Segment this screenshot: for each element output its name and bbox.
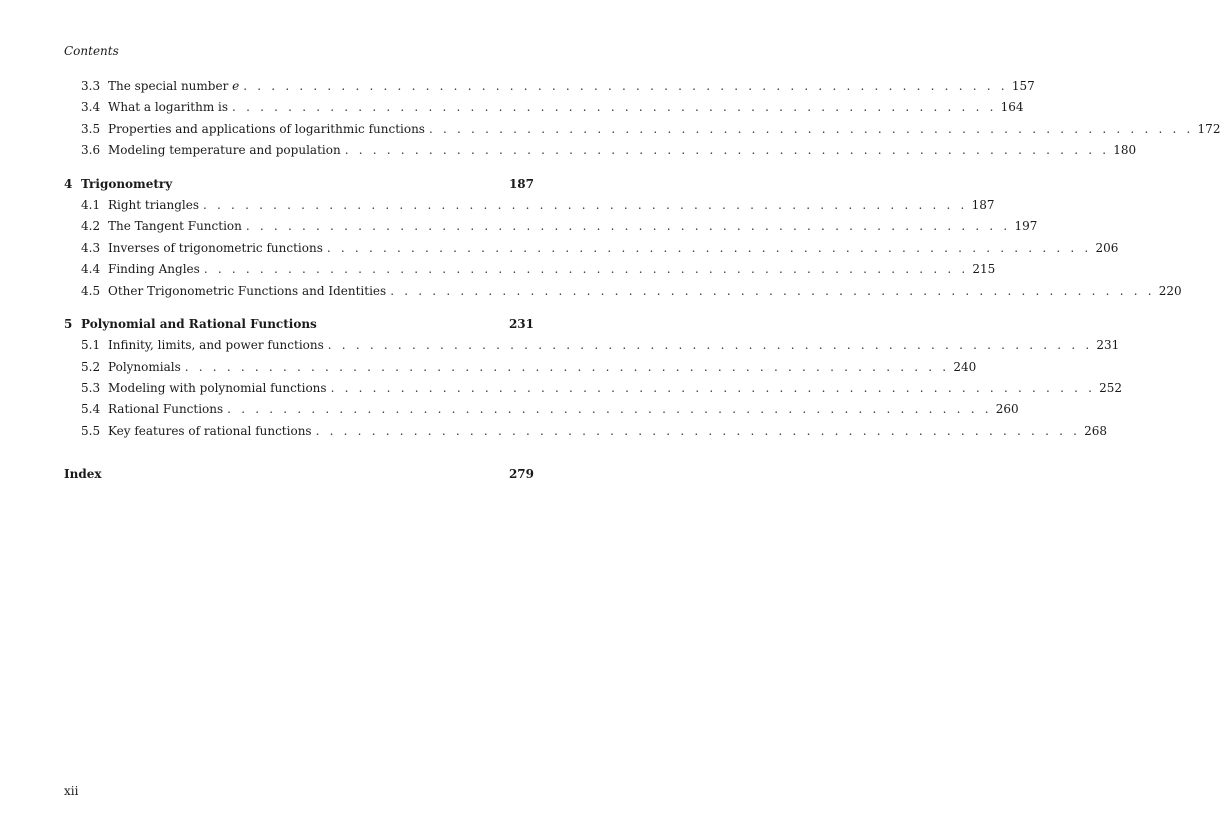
page-number: 197 (1014, 219, 1038, 234)
section-title: Right triangles (108, 197, 199, 212)
section-title: Infinity, limits, and power functions (108, 338, 324, 353)
section-title: Other Trigonometric Functions and Identities (108, 283, 387, 298)
section-number: 4.4 (81, 262, 101, 277)
folio: xii (64, 784, 79, 798)
section-title: Inverses of trigonometric functions (108, 240, 323, 255)
running-header: Contents (64, 44, 119, 58)
section-title: Properties and applications of logarithmic functions (108, 121, 425, 136)
toc-entry-3-5[interactable] (64, 121, 1220, 143)
dot-leader: . . . . . . . . . . . . . . . . . . . . . . . . . . . . . . . . . . . . . . . . . . . . . . . . . . . . . . . (315, 423, 1081, 438)
section-number: 3.6 (81, 143, 101, 158)
dot-leader: . . . . . . . . . . . . . . . . . . . . . . . . . . . . . . . . . . . . . . . . . . . . . . . . . . . . . . . (203, 262, 969, 277)
page-number: 268 (1084, 423, 1108, 438)
dot-leader: . . . . . . . . . . . . . . . . . . . . . . . . . . . . . . . . . . . . . . . . . . . . . . . . . . . . . . . (344, 143, 1110, 158)
toc-entry-4-1[interactable] (64, 197, 995, 219)
page-number: 240 (953, 359, 977, 374)
chapter-number: 5 (64, 316, 73, 331)
section-number: 3.4 (81, 100, 101, 115)
page-number: 279 (508, 467, 534, 482)
dot-leader: . . . . . . . . . . . . . . . . . . . . . . . . . . . . . . . . . . . . . . . . . . . . . . . . . . . . . . . (202, 197, 968, 212)
section-number: 4.5 (81, 283, 101, 298)
section-number: 4.3 (81, 240, 101, 255)
toc-entry-3-3[interactable] (64, 79, 1035, 100)
page-number: 220 (1158, 283, 1182, 298)
page-number: 215 (972, 262, 996, 277)
section-number: 3.3 (81, 79, 101, 93)
page-number: 157 (1011, 79, 1035, 93)
chapter-title: Polynomial and Rational Functions (81, 316, 317, 331)
dot-leader: . . . . . . . . . . . . . . . . . . . . . . . . . . . . . . . . . . . . . . . . . . . . . . . . . . . . . . . (245, 219, 1011, 234)
toc-entry-4-2[interactable] (64, 219, 1038, 240)
toc-entry-3-4[interactable] (64, 100, 1024, 121)
page-number: 172 (1197, 121, 1220, 136)
chapter-title: Trigonometry (81, 176, 173, 191)
dot-leader: . . . . . . . . . . . . . . . . . . . . . . . . . . . . . . . . . . . . . . . . . . . . . . . . . . . . . . . (232, 100, 997, 115)
page-number: 187 (971, 197, 995, 212)
toc-entry-4-3[interactable] (64, 240, 1119, 262)
page-number: 231 (508, 316, 534, 331)
toc-chapter-5[interactable] (64, 317, 534, 338)
section-number: 3.5 (81, 121, 101, 136)
section-number: 5.4 (81, 402, 101, 417)
dot-leader: . . . . . . . . . . . . . . . . . . . . . . . . . . . . . . . . . . . . . . . . . . . . . . . . . . . . . . . (227, 402, 992, 417)
toc-entry-4-4[interactable] (64, 262, 996, 283)
toc-entry-4-5[interactable] (64, 283, 1182, 305)
section-title: Finding Angles (108, 262, 200, 277)
section-number: 5.3 (81, 381, 101, 396)
section-title: Modeling with polynomial functions (108, 381, 327, 396)
page-number: 231 (1096, 338, 1120, 353)
section-title: Rational Functions (108, 402, 224, 417)
section-title: Key features of rational functions (108, 423, 312, 438)
dot-leader: . . . . . . . . . . . . . . . . . . . . . . . . . . . . . . . . . . . . . . . . . . . . . . . . . . . . . . . (184, 359, 950, 374)
toc-entry-5-1[interactable] (64, 338, 1120, 359)
dot-leader: . . . . . . . . . . . . . . . . . . . . . . . . . . . . . . . . . . . . . . . . . . . . . . . . . . . . . . . (327, 338, 1093, 353)
toc-chapter-4[interactable] (64, 177, 534, 198)
page-number: 252 (1099, 381, 1123, 396)
section-title: What a logarithm is (108, 100, 229, 115)
section-title: The special number e (108, 79, 240, 93)
page-number: 206 (1095, 240, 1119, 255)
toc-entry-5-5[interactable] (64, 423, 1108, 445)
section-title: Polynomials (108, 359, 181, 374)
toc-entry-5-4[interactable] (64, 402, 1019, 423)
toc-entry-3-6[interactable] (64, 143, 1137, 164)
section-number: 4.2 (81, 219, 101, 234)
page-number: 164 (1000, 100, 1024, 115)
section-number: 4.1 (81, 197, 101, 212)
toc-entry-5-3[interactable] (64, 381, 1123, 402)
chapter-number: 4 (64, 176, 73, 191)
dot-leader: . . . . . . . . . . . . . . . . . . . . . . . . . . . . . . . . . . . . . . . . . . . . . . . . . . . . . . . (390, 283, 1155, 298)
dot-leader: . . . . . . . . . . . . . . . . . . . . . . . . . . . . . . . . . . . . . . . . . . . . . . . . . . . . . . . (428, 121, 1194, 136)
toc-index[interactable] (64, 467, 534, 488)
section-number: 5.1 (81, 338, 101, 353)
dot-leader: . . . . . . . . . . . . . . . . . . . . . . . . . . . . . . . . . . . . . . . . . . . . . . . . . . . . . . . (330, 381, 1096, 396)
dot-leader: . . . . . . . . . . . . . . . . . . . . . . . . . . . . . . . . . . . . . . . . . . . . . . . . . . . . . . . (326, 240, 1092, 255)
page-number: 180 (1113, 143, 1137, 158)
dot-leader: . . . . . . . . . . . . . . . . . . . . . . . . . . . . . . . . . . . . . . . . . . . . . . . . . . . . . . . (243, 79, 1008, 93)
index-title: Index (64, 467, 102, 482)
page-number: 260 (995, 402, 1019, 417)
section-number: 5.5 (81, 423, 101, 438)
section-title: The Tangent Function (108, 219, 242, 234)
toc-entry-5-2[interactable] (64, 359, 977, 381)
table-of-contents (64, 79, 1220, 489)
section-title: Modeling temperature and population (108, 143, 341, 158)
page-number: 187 (508, 176, 534, 191)
section-number: 5.2 (81, 359, 101, 374)
